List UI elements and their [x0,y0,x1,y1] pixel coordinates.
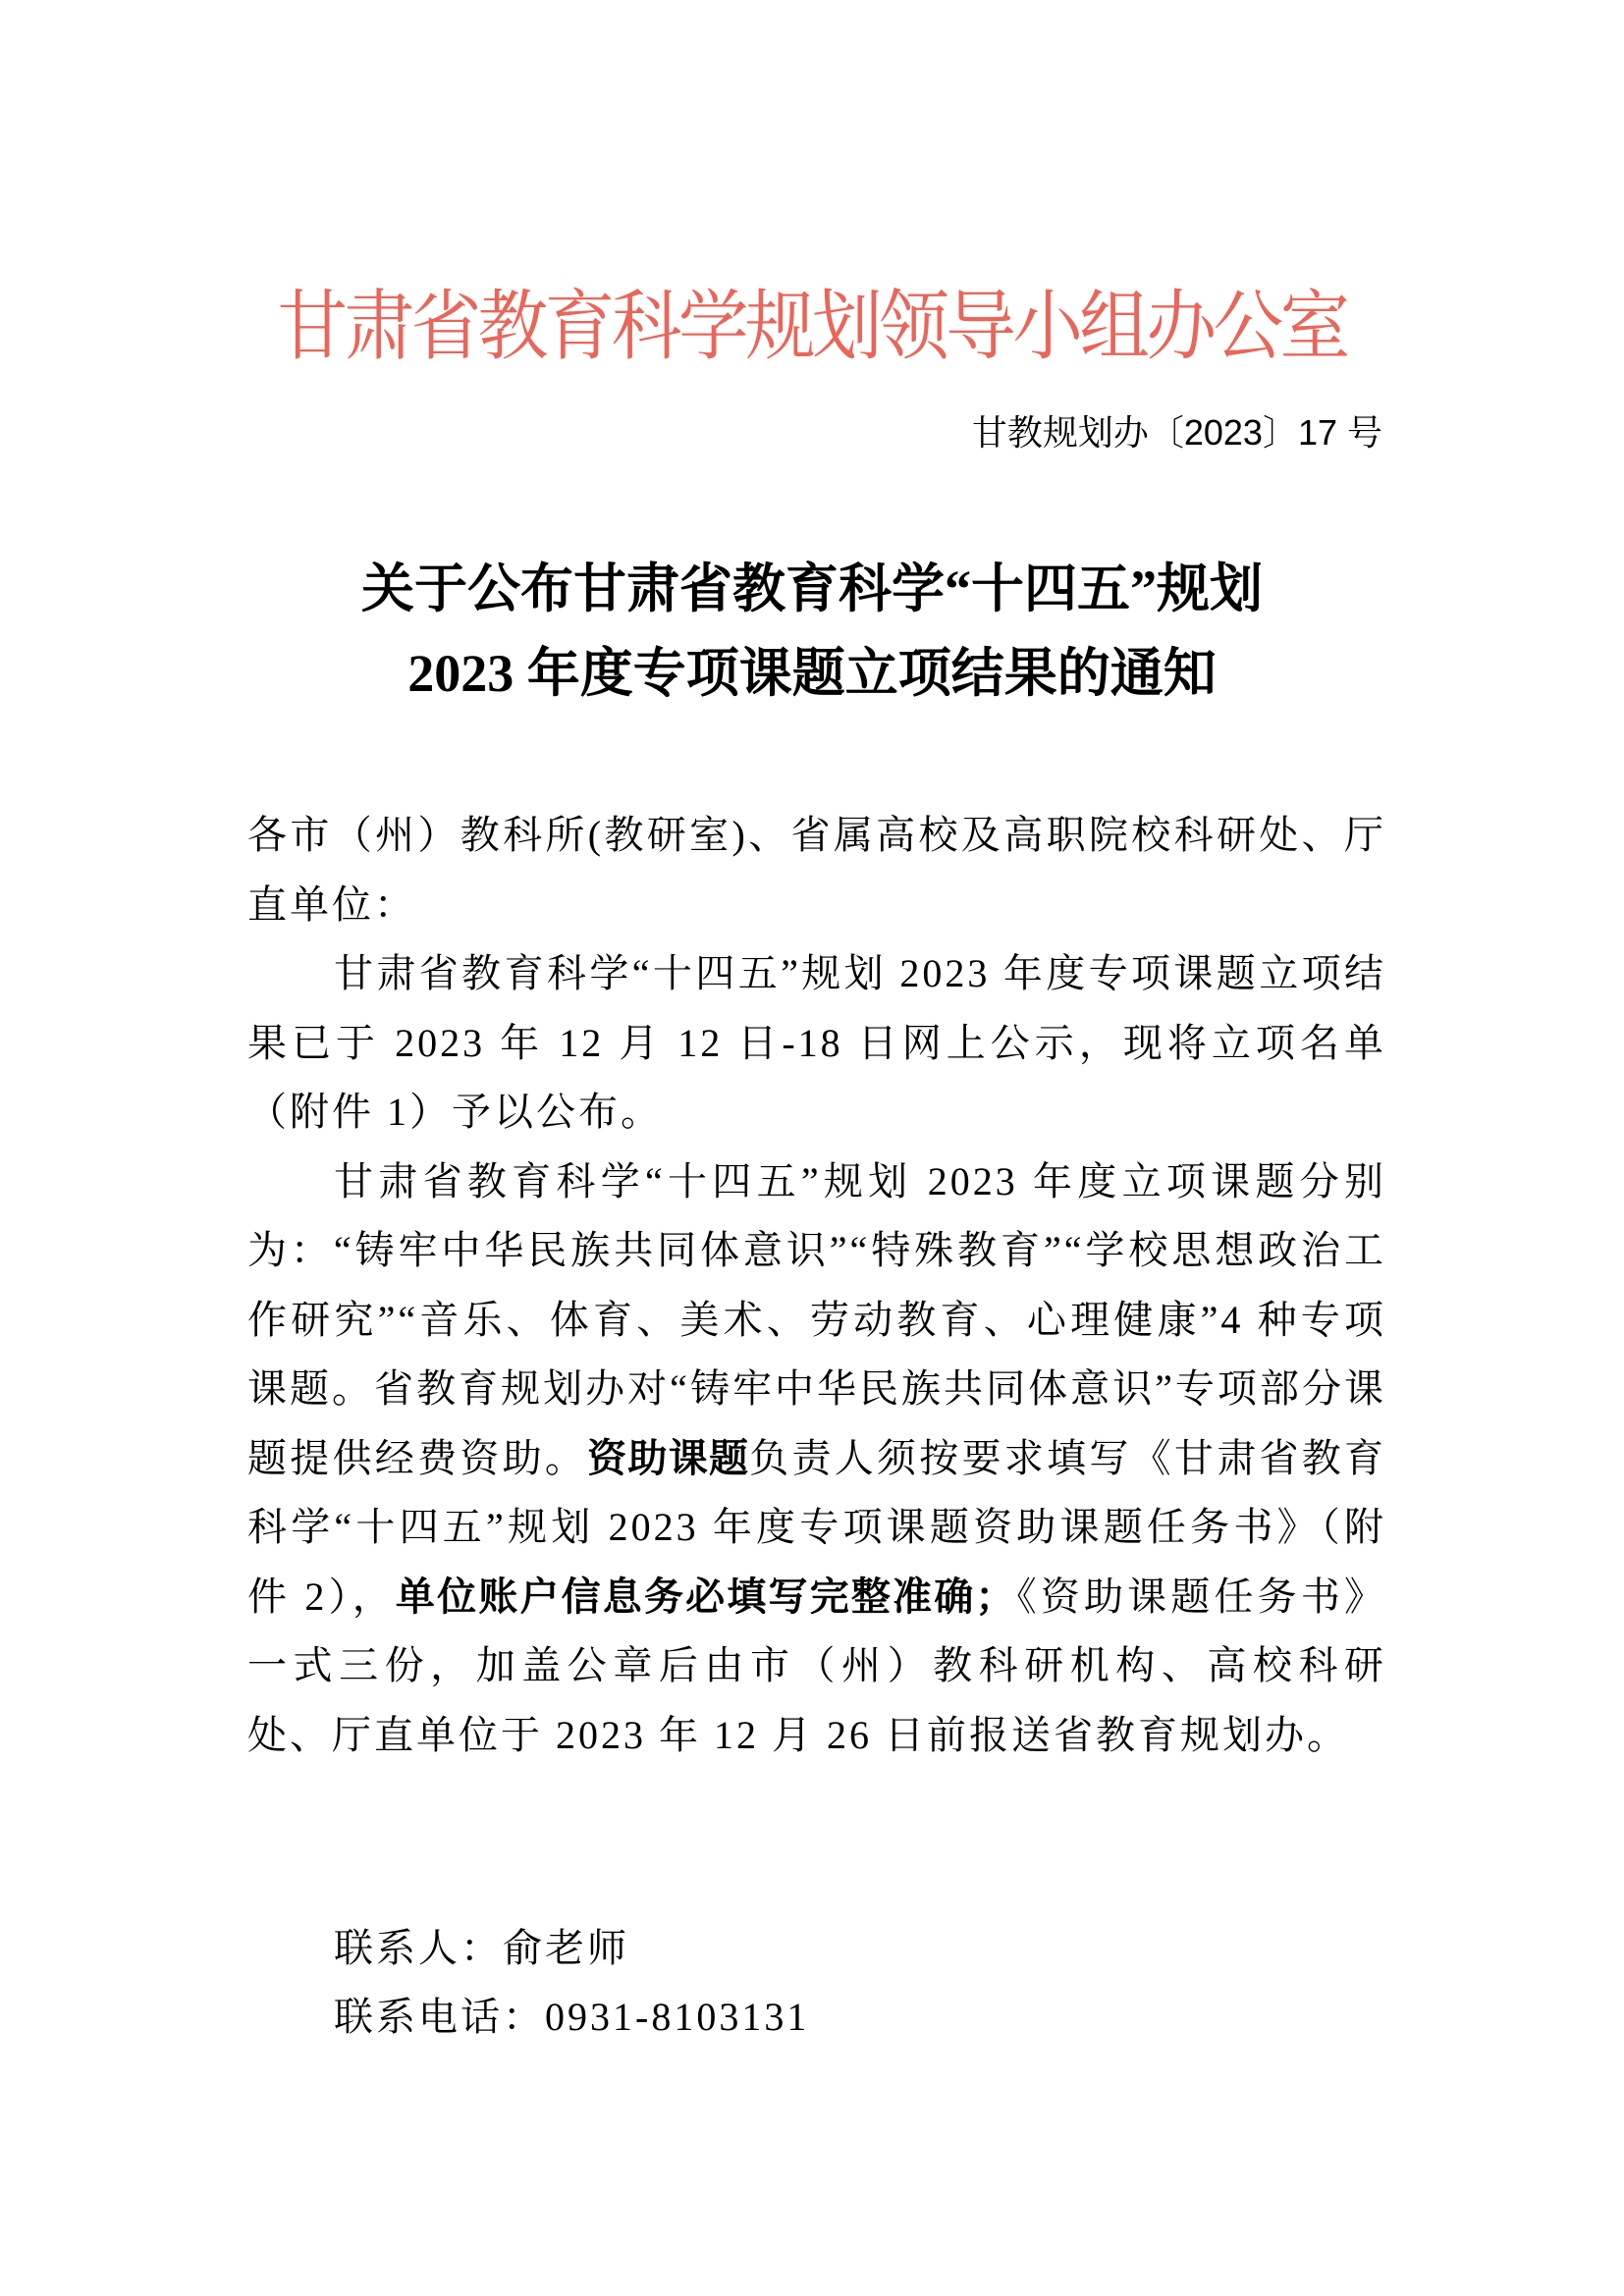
paragraph-2-text-a: 甘肃省教育科学“十四五”规划 2023 年度立项课题分别为：“铸牢中华民族共同体意识”“特殊教育”“学校思想政治工作研究”“音乐、体育、美术、劳动教育、心理健康”4 种专项课题。省教育规划办对“铸牢中华民族共同体意识”专项部分课题提供经费资助。 [247,1158,1386,1480]
contact-phone-label: 联系电话： [334,1995,545,2039]
paragraph-2-text-c: 《资助课题任务书》一式三份，加盖公章后由市（州）教科研机构、高校科研处、厅直单位于 2023 年 12 月 26 日前报送省教育规划办。 [247,1574,1387,1757]
document-title [0,556,1624,707]
salutation: 各市（州）教科所(教研室)、省属高校及高职院校科研处、厅直单位： [247,813,1386,927]
paragraph-2-bold-b: 单位账户信息务必填写完整准确； [395,1574,1016,1620]
contact-person-label: 联系人： [334,1926,503,1970]
document-body [247,801,1386,1770]
paragraph-2 [247,1148,1386,1771]
contact-phone-value: 0931-8103131 [545,1995,810,2039]
title-line-2: 2023 年度专项课题立项结果的通知 [407,644,1217,703]
organization-header [65,283,1559,371]
title-line-1: 关于公布甘肃省教育科学“十四五”规划 [361,560,1263,618]
paragraph-2-text-b: 负责人须按要求填写《甘肃省教育科学“十四五”规划 2023 年度专项课题资助课题任务书》（附件 2）， [247,1435,1387,1619]
contact-person-value: 俞老师 [503,1926,629,1970]
contact-phone [334,1983,809,2052]
paragraph-1: 甘肃省教育科学“十四五”规划 2023 年度专项课题立项结果已于 2023 年 12 月 12 日-18 日网上公示，现将立项名单（附件 1）予以公布。 [247,951,1386,1134]
document-number: 甘教规划办〔2023〕17 号 [971,412,1382,453]
contact-block [334,1914,809,2052]
paragraph-2-bold-a: 资助课题 [587,1435,750,1481]
organization-name: 甘肃省教育科学规划领导小组办公室 [277,283,1347,371]
contact-person [334,1914,809,1983]
